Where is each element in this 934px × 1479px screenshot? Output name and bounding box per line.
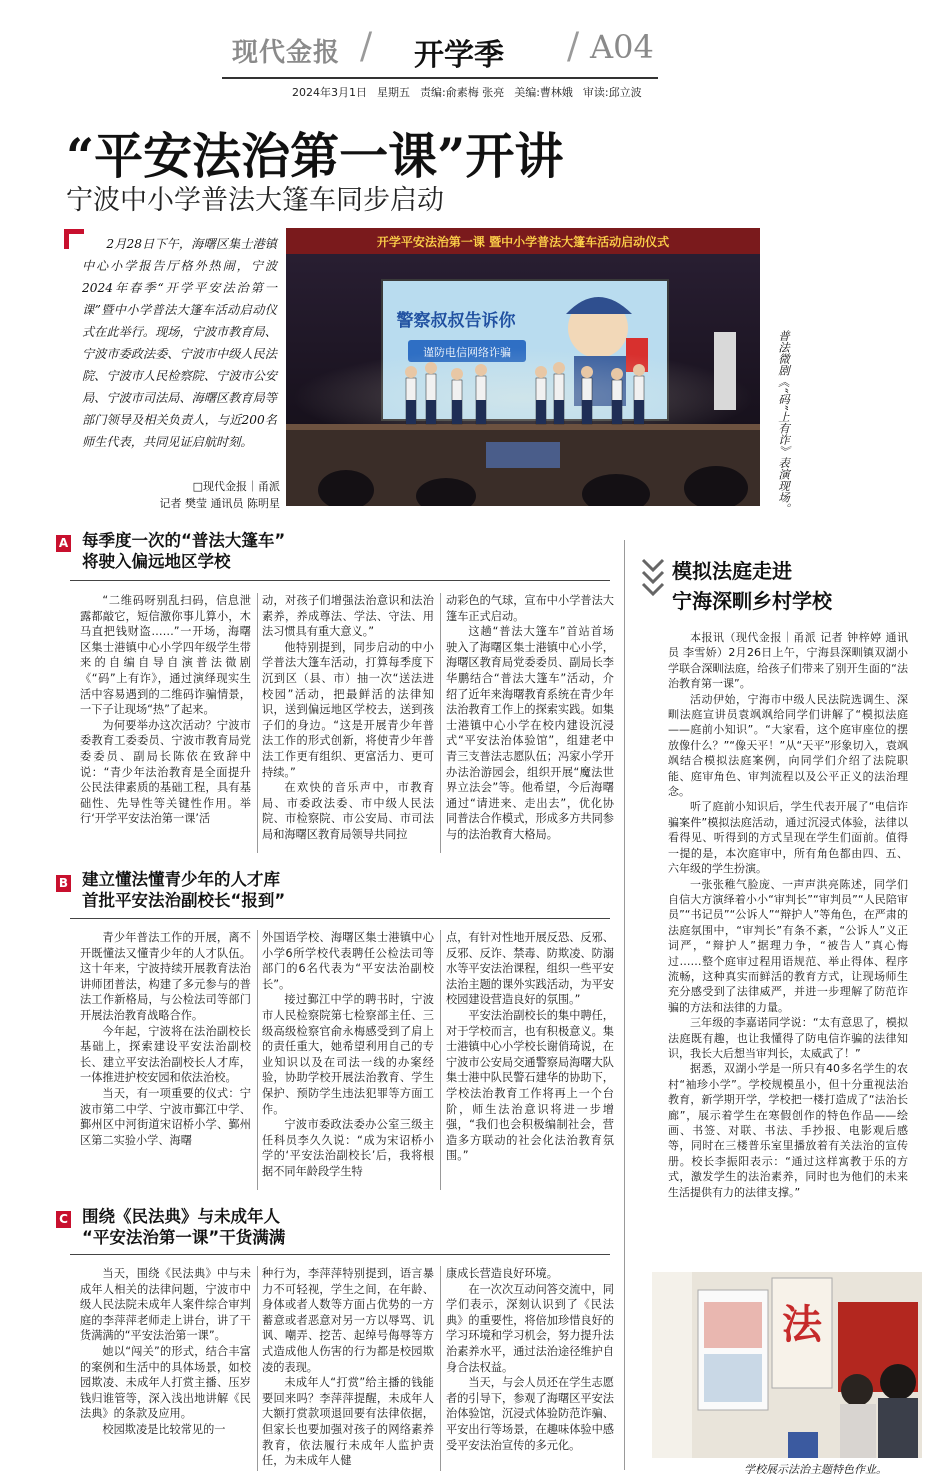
masthead-divider: / [360, 26, 373, 67]
byline-reporters: 记者 樊莹 通讯员 陈明星 [159, 497, 280, 510]
paragraph: 康成长营造良好环境。 [446, 1267, 558, 1280]
section-b-title-line1: 建立懂法懂青少年的人才库 [82, 870, 280, 889]
sidebar-byline: 本报讯（现代金报｜甬派 记者 钟梓婷 通讯员 李雪娇）2月26日上午，宁海县深甽镇双湖小学联合深甽法庭，给孩子们带来了别开生面的“法治教育第一课”。 [668, 631, 908, 691]
corridor-photo-caption: 学校展示法治主题特色作业。 [744, 1463, 887, 1476]
masthead-rule [222, 77, 658, 79]
masthead [0, 0, 934, 99]
section-c-column-3 [446, 1266, 614, 1453]
brand-name: 现代金报 [232, 38, 341, 68]
paragraph: 动，对孩子们增强法治意识和法治素养，养成尊法、学法、守法、用法习惯具有重大意义。” [262, 594, 434, 639]
section-a-column-1 [80, 593, 251, 827]
section-a-title [82, 530, 285, 572]
paragraph: 当天，与会人员还在学生志愿者的引导下，参观了海曙区平安法治体验馆，沉浸式体验防范诈骗、平安出行等场景，在趣味体验中感受平安法治宣传的多元化。 [446, 1376, 614, 1452]
corridor-scene [652, 1272, 922, 1458]
paragraph: 他特别提到，同步启动的中小学普法大篷车活动，打算每季度下沉到区（县、市）抽一次“送法进校园”活动，把最鲜活的法律知识，送到偏远地区学校去，送到孩子们的身边。“这是开展青少年普法工作的形式创新，将使青少年普法工作更有组织、更富活力、更可持续。” [262, 640, 434, 779]
paragraph: 为何要举办这次活动？宁波市委教育工委委员、宁波市教育局党委委员、副局长陈依在致辞中说：“青少年法治教育是全面提升公民法律素质的基础工程，具有基础性、先导性等关键性作用。举行‘开学平安法治第一课’活 [80, 718, 251, 826]
corridor-photo [652, 1272, 922, 1458]
paragraph: 动彩色的气球，宣布中小学普法大篷车正式启动。 [446, 594, 614, 623]
section-a-column-3 [446, 593, 614, 843]
paragraph: 这趟“普法大篷车”首站首场驶入了海曙区集士港镇中心小学，海曙区教育局党委委员、副局长李华鹏结合“普法大篷车”活动，介绍了近年来海曙教育系统在青少年法治教育工作上的探索实践。如集士港镇中心小学在校内建设沉浸式“平安法治体验馆”，组建老中青三支普法志愿队伍；冯家小学开办法治游园会，组织开展“魔法世界立法会”等。他希望，今后海曙通过“请进来、走出去”，优化协同普法合作模式，形成多方共同参与的法治教育大格局。 [446, 625, 614, 841]
paragraph: 据悉，双湖小学是一所只有40多名学生的农村“袖珍小学”。学校规模虽小，但十分重视法治教育，新学期开学，学校把一楼打造成了“法治长廊”，展示着学生在寒假创作的特色作品——绘画、书签、对联、书法、手抄报、电影观后感等，同时在三楼普乐室里播放着有关法治的宣传册。校长李振阳表示：“通过这样寓教于乐的方式，激发学生的法治素养，同时也为他们的未来生活提供有力的法律支撑。” [668, 1062, 908, 1199]
byline-source: □现代金报｜甬派 [192, 480, 280, 493]
column-divider [257, 593, 258, 853]
paragraph: 当天，有一项重要的仪式：宁波市第二中学、宁波市鄞江中学、鄞州区中河街道宋诏桥小学、鄞州区第二实验小学、海曙 [80, 1086, 251, 1147]
section-c-label: C [56, 1211, 71, 1228]
paragraph: 在一次次互动问答交流中，同学们表示，深刻认识到了《民法典》的重要性，将倍加珍惜良好的学习环境和学习机会，努力提升法治素养水平，通过法治途径维护自身合法权益。 [446, 1282, 614, 1374]
paragraph: 三年级的李嘉诺同学说：“太有意思了，模拟法庭既有趣，也让我懂得了防电信诈骗的法律知识，我长大后想当审判长，太威武了！” [668, 1016, 908, 1060]
issue-date: 2024年3月1日 [292, 86, 367, 99]
section-a-title-line2: 将驶入偏远地区学校 [82, 552, 231, 571]
paragraph: 活动伊始，宁海市中级人民法院选调生、深甽法庭宣讲员袁飒飒给同学们讲解了“模拟法庭——庭前小知识”。“大家看，这个庭审座位的摆放像什么？”“像天平！”从“天平”形象切入，袁飒飒结合模拟法庭案例，向同学们介绍了法院职能、庭审角色、审判流程以及公平正义的法治理念。 [668, 692, 908, 799]
byline [90, 478, 280, 512]
sidebar-title-line1: 模拟法庭走进 [672, 559, 792, 583]
screen-subtitle: 谨防电信网络诈骗 [423, 346, 511, 359]
paragraph: 点，有针对性地开展反恐、反邪、反邪、反诈、禁毒、防欺凌、防溺水等平安法治课程，组织一些平安法治主题的课外实践活动，为平安校园建设营造良好的氛围。” [446, 931, 614, 1007]
section-b-column-3 [446, 930, 614, 1164]
sidebar-divider [624, 540, 625, 1470]
section-b-label: B [56, 875, 71, 892]
column-divider [257, 1266, 258, 1471]
paragraph: 平安法治副校长的集中聘任，对于学校而言，也有积极意义。集士港镇中心小学校长谢俏琦说，在宁波市公安局交通警察局海曙大队集士港中队民警石建华的协助下，学校法治教育工作将再上一个台阶，师生法治意识将进一步增强，“我们也会积极编制社会，营造多方联动的社会化法治教育氛围。” [446, 1008, 614, 1163]
column-divider [440, 593, 441, 853]
paragraph: 种行为，李萍萍特别提到，语言暴力不可轻视，学生之间，在年龄、身体或者人数等方面占优势的一方蓄意或者恶意对另一方以辱骂、讥讽、嘲弄、挖苦、起绰号侮辱等方式造成他人伤害的行为都是校园欺凌的表现。 [262, 1267, 434, 1374]
lead-paragraph: 2月28日下午，海曙区集士港镇中心小学报告厅格外热闹，宁波2024年春季“开学平安法治第一课”暨中小学普法大篷车活动启动仪式在此举行。现场，宁波市教育局、宁波市委政法委、宁波市中级人民法院、宁波市人民检察院、宁波市公安局、宁波市司法局、海曙区教育局等部门领导及相关负责人，与近200名师生代表，共同见证启航时刻。 [82, 237, 277, 449]
paragraph: 在欢快的音乐声中，市教育局、市委政法委、市中级人民法院、市检察院、市公安局、市司法局和海曙区教育局领导共同拉 [262, 781, 434, 841]
column-divider [257, 930, 258, 1190]
screen-title: 警察叔叔告诉你 [396, 311, 516, 331]
issue-meta [292, 84, 652, 100]
section-c-rule [70, 1254, 610, 1255]
section-c-column-1 [80, 1266, 251, 1438]
chevron-down-icon [640, 556, 666, 596]
paragraph: 未成年人“打赏”给主播的钱能要回来吗？李萍萍提醒，未成年人大额打赏款项退回要有法律依据，但家长也要加强对孩子的网络素养教育，依法履行未成年人监护责任，为未成年人健 [262, 1376, 434, 1468]
paragraph: 外国语学校、海曙区集士港镇中心小学6所学校代表聘任公检法司等部门的6名代表为“平安法治副校长”。 [262, 931, 434, 991]
section-a-column-2 [262, 593, 434, 843]
sidebar-title-line2: 宁海深甽乡村学校 [672, 589, 832, 613]
column-divider [440, 1266, 441, 1471]
section-b-title [82, 869, 285, 911]
section-name: 开学季 [414, 38, 504, 73]
paragraph: 今年起，宁波将在法治副校长基础上，探索建设平安法治副校长、建立平安法治副校长人才库，一体推进护校安园和依法治校。 [80, 1024, 251, 1085]
sidebar-title [672, 556, 832, 616]
issue-proofreader: 审读:邱立波 [582, 86, 642, 99]
section-a-rule [70, 580, 610, 581]
section-a-title-line1: 每季度一次的“普法大篷车” [82, 531, 286, 550]
paragraph: 宁波市委政法委办公室三级主任科员李久久说：“成为宋诏桥小学的‘平安法治副校长’后，我将根据不同年龄段学生特 [262, 1118, 434, 1178]
section-b-title-line2: 首批平安法治副校长“报到” [82, 891, 286, 910]
section-c-title-line2: “平安法治第一课”干货满满 [82, 1228, 286, 1247]
paragraph: “二维码呀别乱扫码，信息泄露都敲它，短信激你事儿算小，木马直把钱财盗……”一开场，海曙区集士港镇中心小学四年级学生带来的自编自导自演普法微剧《“码”上有诈》，通过演绎现实生活中容易遇到的二维码诈骗情景，一下子让现场“热”了起来。 [80, 594, 251, 717]
masthead-divider: / [567, 26, 580, 67]
stage-banner: 开学平安法治第一课 暨中小学普法大篷车活动启动仪式 [376, 235, 670, 249]
svg-text:法: 法 [782, 1301, 822, 1348]
column-divider [440, 930, 441, 1190]
page-number: A04 [590, 28, 654, 66]
section-c-title-line1: 围绕《民法典》与未成年人 [82, 1207, 280, 1226]
section-c-title [82, 1206, 285, 1248]
stage-photo-caption: 普法微剧《“码”上有诈》表演现场。 [777, 330, 791, 515]
issue-editor: 责编:俞素梅 张亮 [420, 86, 505, 99]
section-c-column-2 [262, 1266, 434, 1469]
stage-photo [286, 228, 760, 506]
lead-corner-mark [64, 229, 84, 249]
paragraph: 她以“闯关”的形式，结合丰富的案例和生活中的具体场景，如校园欺凌、未成年人打赏主播、压岁钱归谁管等，深入浅出地讲解《民法典》的条款及应用。 [80, 1344, 251, 1421]
section-b-column-1 [80, 930, 251, 1148]
stage-scene [286, 228, 760, 506]
paragraph: 一张张稚气脸庞、一声声洪亮陈述，同学们自信大方演绎着小小“审判长”“审判员”“人民陪审员”“书记员”“公诉人”“辩护人”等角色，在严肃的法庭氛围中，“审判长”有条不紊，“公诉人”义正词严，“辩护人”据理力争，“被告人”真心悔过……整个庭审过程用语规范、举止得体、程序流畅，这种真实而鲜活的教育方式，让现场师生充分感受到了法律威严，并进一步理解了防范诈骗的方法和法律的力量。 [668, 877, 908, 1014]
issue-designer: 美编:曹林娥 [514, 86, 573, 99]
paragraph: 听了庭前小知识后，学生代表开展了“电信诈骗案件”模拟法庭活动，通过沉浸式体验，法律以看得见、听得到的方式呈现在学生们面前。值得一提的是，本次庭审中，所有角色都由四、五、六年级的学生扮演。 [668, 800, 908, 876]
section-a-label: A [56, 535, 71, 552]
section-b-rule [70, 918, 610, 919]
issue-weekday: 星期五 [377, 86, 410, 99]
subheadline: 宁波中小学普法大篷车同步启动 [66, 185, 444, 216]
paragraph: 接过鄞江中学的聘书时，宁波市人民检察院第七检察部主任、三级高级检察官俞永梅感受到了肩上的责任重大，她希望利用自己的专业知识以及在司法一线的办案经验，协助学校开展法治教育、学生保护、预防学生违法犯罪等方面工作。 [262, 993, 434, 1116]
paragraph: 青少年普法工作的开展，离不开既懂法又懂青少年的人才队伍。这十年来，宁波持续开展教育法治讲师团普法，构建了多元参与的普法工作新格局，与公检法司等部门开展法治教育战略合作。 [80, 931, 251, 1022]
section-b-column-2 [262, 930, 434, 1180]
sidebar-body [668, 630, 908, 1200]
paragraph: 校园欺凌是比较常见的一 [102, 1422, 226, 1436]
headline: “平安法治第一课”开讲 [66, 127, 564, 185]
paragraph: 当天，围绕《民法典》中与未成年人相关的法律问题，宁波市中级人民法院未成年人案件综合审判庭的李萍萍老师走上讲台，讲了干货满满的“平安法治第一课”。 [80, 1267, 251, 1343]
